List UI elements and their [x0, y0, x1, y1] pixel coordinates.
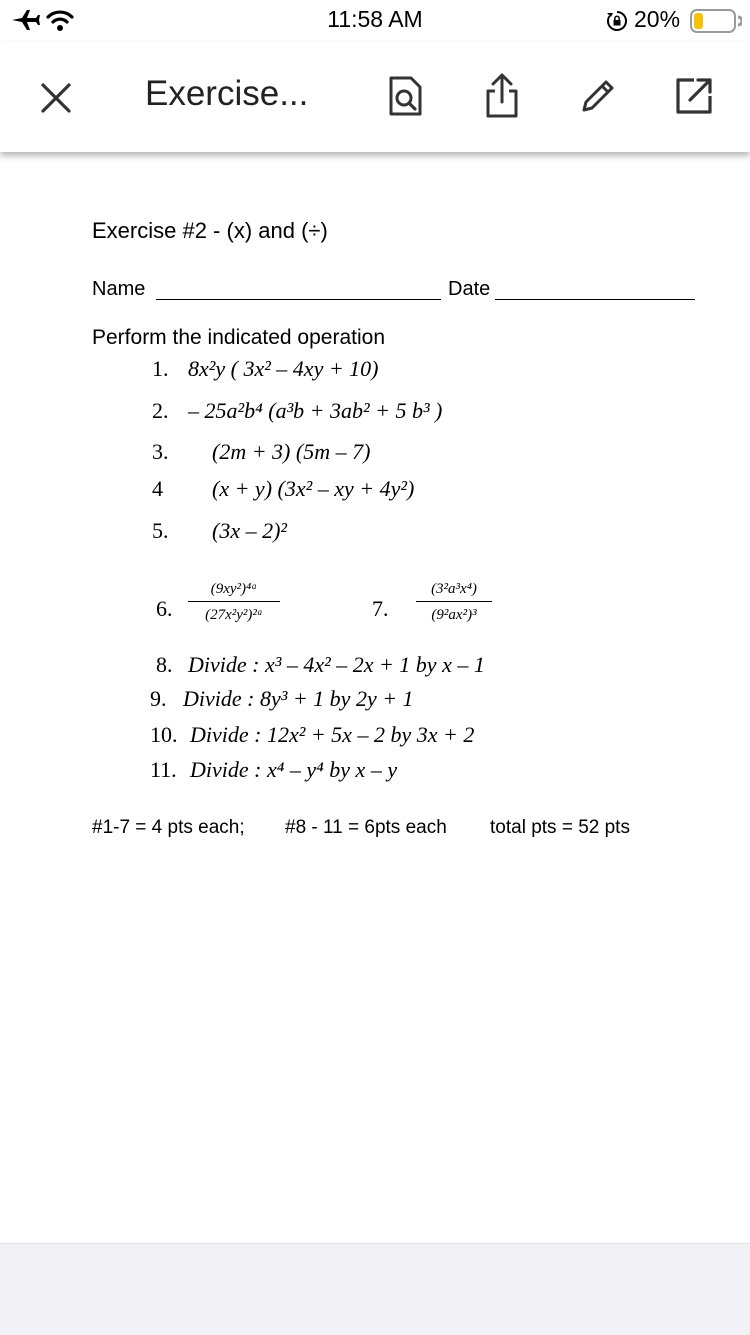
problem-number: 11. [150, 757, 177, 782]
name-label: Name [92, 278, 146, 300]
edit-pencil-icon[interactable] [578, 76, 618, 116]
fraction-bar [188, 601, 280, 602]
bottom-bar [0, 1243, 750, 1335]
problem-number: 3. [152, 439, 169, 464]
toolbar [0, 42, 750, 152]
problem-expression: (x + y) (3x² – xy + 4y²) [212, 476, 415, 501]
scoring-part-1: #1-7 = 4 pts each; [92, 817, 245, 838]
fraction-numerator: (9xy²)⁴ᵃ [210, 581, 258, 597]
document-title: Exercise... [145, 74, 309, 113]
problem-number: 10. [150, 722, 178, 747]
orientation-lock-icon [606, 10, 628, 32]
problem-expression: Divide : x⁴ – y⁴ by x – y [190, 757, 398, 782]
problem-number: 5. [152, 518, 169, 543]
problem-expression: – 25a²b⁴ (a³b + 3ab² + 5 b³ ) [188, 398, 443, 423]
problem-expression: (2m + 3) (5m – 7) [212, 439, 371, 464]
status-bar [0, 0, 750, 42]
problem-expression: 8x²y ( 3x² – 4xy + 10) [188, 356, 379, 381]
problem-expression: Divide : 12x² + 5x – 2 by 3x + 2 [190, 722, 475, 747]
problem-number: 9. [150, 686, 167, 711]
document-page [0, 152, 750, 1242]
close-icon[interactable] [38, 80, 74, 116]
share-icon[interactable] [482, 72, 522, 120]
problem-expression: (3x – 2)² [212, 518, 288, 543]
name-blank-line [156, 299, 441, 300]
problem-number: 4 [152, 476, 163, 501]
battery-icon [690, 9, 742, 33]
fraction-bar [416, 601, 492, 602]
problem-number: 6. [156, 596, 173, 621]
problem-number: 1. [152, 356, 169, 381]
fraction-problem-6 [188, 580, 280, 624]
problem-expression: Divide : 8y³ + 1 by 2y + 1 [183, 686, 414, 711]
problem-number: 7. [372, 596, 389, 621]
clock: 11:58 AM [327, 6, 423, 32]
problem-expression: Divide : x³ – 4x² – 2x + 1 by x – 1 [188, 652, 485, 677]
date-blank-line [495, 299, 695, 300]
fraction-numerator: (3²a³x⁴) [431, 581, 477, 597]
find-in-document-icon[interactable] [385, 74, 425, 118]
battery-percentage: 20% [634, 6, 681, 32]
problem-number: 2. [152, 398, 169, 423]
date-label: Date [448, 278, 491, 300]
fraction-denominator: (9²ax²)³ [431, 607, 477, 623]
fraction-denominator: (27x²y²)²ᵃ [205, 607, 263, 623]
document-heading: Exercise #2 - (x) and (÷) [92, 218, 328, 243]
instruction-text: Perform the indicated operation [92, 326, 386, 349]
scoring-part-2: #8 - 11 = 6pts each [285, 817, 447, 838]
open-external-icon[interactable] [674, 76, 714, 116]
problem-number: 8. [156, 652, 173, 677]
scoring-total: total pts = 52 pts [490, 817, 630, 838]
fraction-problem-7 [416, 580, 492, 624]
